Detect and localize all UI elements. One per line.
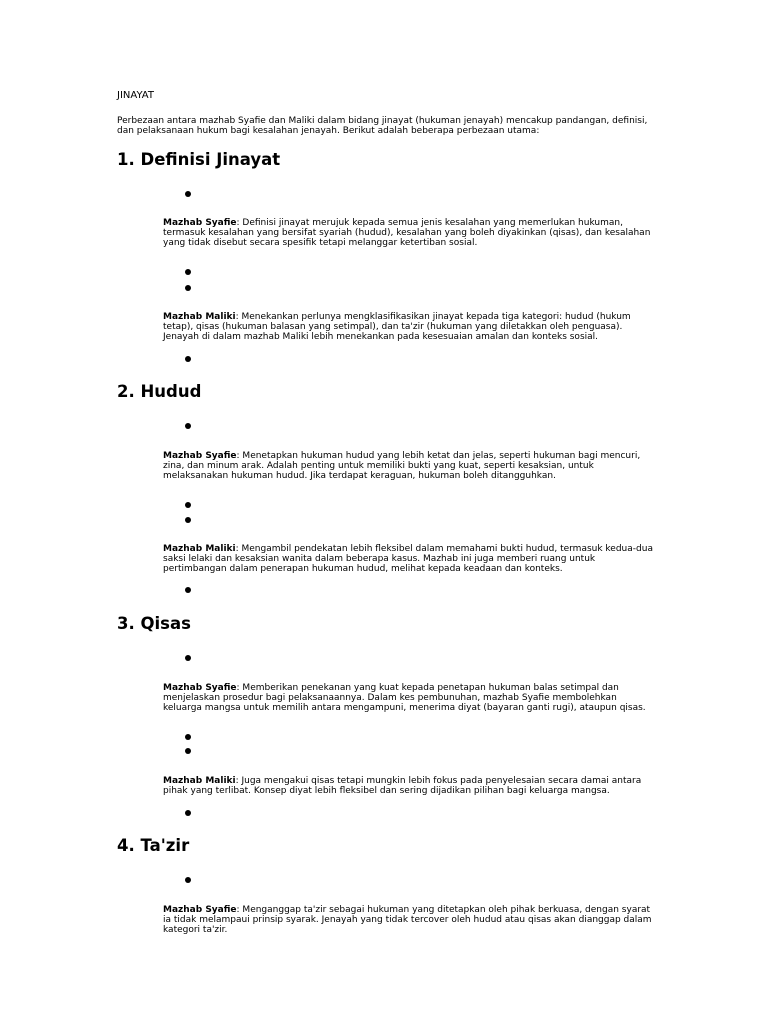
intro-paragraph: Perbezaan antara mazhab Syafie dan Maliki dalam bidang jinayat (hukuman jenayah) mencakup pandangan, definisi, dan pelaksanaan hukum bagi kesalahan jenayah. Berikut adalah beberapa perbezaan utama: [117,116,648,136]
bullet-marker [185,269,191,275]
mazhab-label: Mazhab Maliki [163,544,236,554]
paragraph-syafie-qisas [163,683,658,713]
bullet-marker [185,748,191,754]
paragraph-maliki-hudud [163,544,658,574]
bullet-marker [185,502,191,508]
mazhab-label: Mazhab Syafie [163,218,237,228]
bullet-marker [185,191,191,197]
section-heading-qisas: 3. Qisas [117,614,191,633]
bullet-marker [185,356,191,362]
paragraph-maliki-definisi [163,312,658,342]
paragraph-text: : Mengambil pendekatan lebih fleksibel dalam memahami bukti hudud, termasuk kedua-dua saksi lelaki dan kesaksian wanita dalam beberapa kasus. Mazhab ini juga memberi ruang untuk pertimbangan dalam penerapan hukuman hudud, melihat kepada keadaan dan konteks. [163,544,653,574]
paragraph-maliki-qisas [163,776,658,796]
paragraph-text: : Definisi jinayat merujuk kepada semua jenis kesalahan yang memerlukan hukuman, termasuk kesalahan yang bersifat syariah (hudud), kesalahan yang boleh diyakinkan (qisas), dan kesalahan yang tidak disebut secara spesifik tetapi melanggar ketertiban sosial. [163,218,651,248]
paragraph-syafie-definisi [163,218,658,248]
mazhab-label: Mazhab Syafie [163,905,237,915]
section-heading-definisi-jinayat: 1. Definisi Jinayat [117,150,281,169]
paragraph-syafie-hudud [163,451,658,481]
mazhab-label: Mazhab Maliki [163,776,236,786]
section-heading-tazir: 4. Ta'zir [117,836,190,855]
document-title: JINAYAT [117,90,154,101]
bullet-marker [185,810,191,816]
section-heading-hudud: 2. Hudud [117,382,202,401]
paragraph-text: : Memberikan penekanan yang kuat kepada penetapan hukuman balas setimpal dan menjelaskan prosedur bagi pelaksanaannya. Dalam kes pembunuhan, mazhab Syafie membolehkan keluarga mangsa untuk memilih antara mengampuni, menerima diyat (bayaran ganti rugi), ataupun qisas. [163,683,646,713]
bullet-marker [185,285,191,291]
paragraph-syafie-tazir [163,905,658,935]
bullet-marker [185,517,191,523]
paragraph-text: : Juga mengakui qisas tetapi mungkin lebih fokus pada penyelesaian secara damai antara pihak yang terlibat. Konsep diyat lebih fleksibel dan sering dijadikan pilihan bagi keluarga mangsa. [163,776,642,796]
bullet-marker [185,587,191,593]
bullet-marker [185,655,191,661]
bullet-marker [185,423,191,429]
paragraph-text: : Menetapkan hukuman hudud yang lebih ketat dan jelas, seperti hukuman bagi mencuri, zina, dan minum arak. Adalah penting untuk memiliki bukti yang kuat, seperti kesaksian, untuk melaksanakan hukuman hudud. Jika terdapat keraguan, hukuman boleh ditangguhkan. [163,451,641,481]
mazhab-label: Mazhab Syafie [163,451,237,461]
bullet-marker [185,877,191,883]
mazhab-label: Mazhab Maliki [163,312,236,322]
bullet-marker [185,734,191,740]
paragraph-text: : Menganggap ta'zir sebagai hukuman yang ditetapkan oleh pihak berkuasa, dengan syarat ia tidak melampaui prinsip syarak. Jenayah yang tidak tercover oleh hudud atau qisas akan dianggap dalam kategori ta'zir. [163,905,652,935]
paragraph-text: : Menekankan perlunya mengklasifikasikan jinayat kepada tiga kategori: hudud (hukum tetap), qisas (hukuman balasan yang setimpal), dan ta'zir (hukuman yang diletakkan oleh penguasa). Jenayah di dalam mazhab Maliki lebih menekankan pada kesesuaian amalan dan konteks sosial. [163,312,631,342]
mazhab-label: Mazhab Syafie [163,683,237,693]
